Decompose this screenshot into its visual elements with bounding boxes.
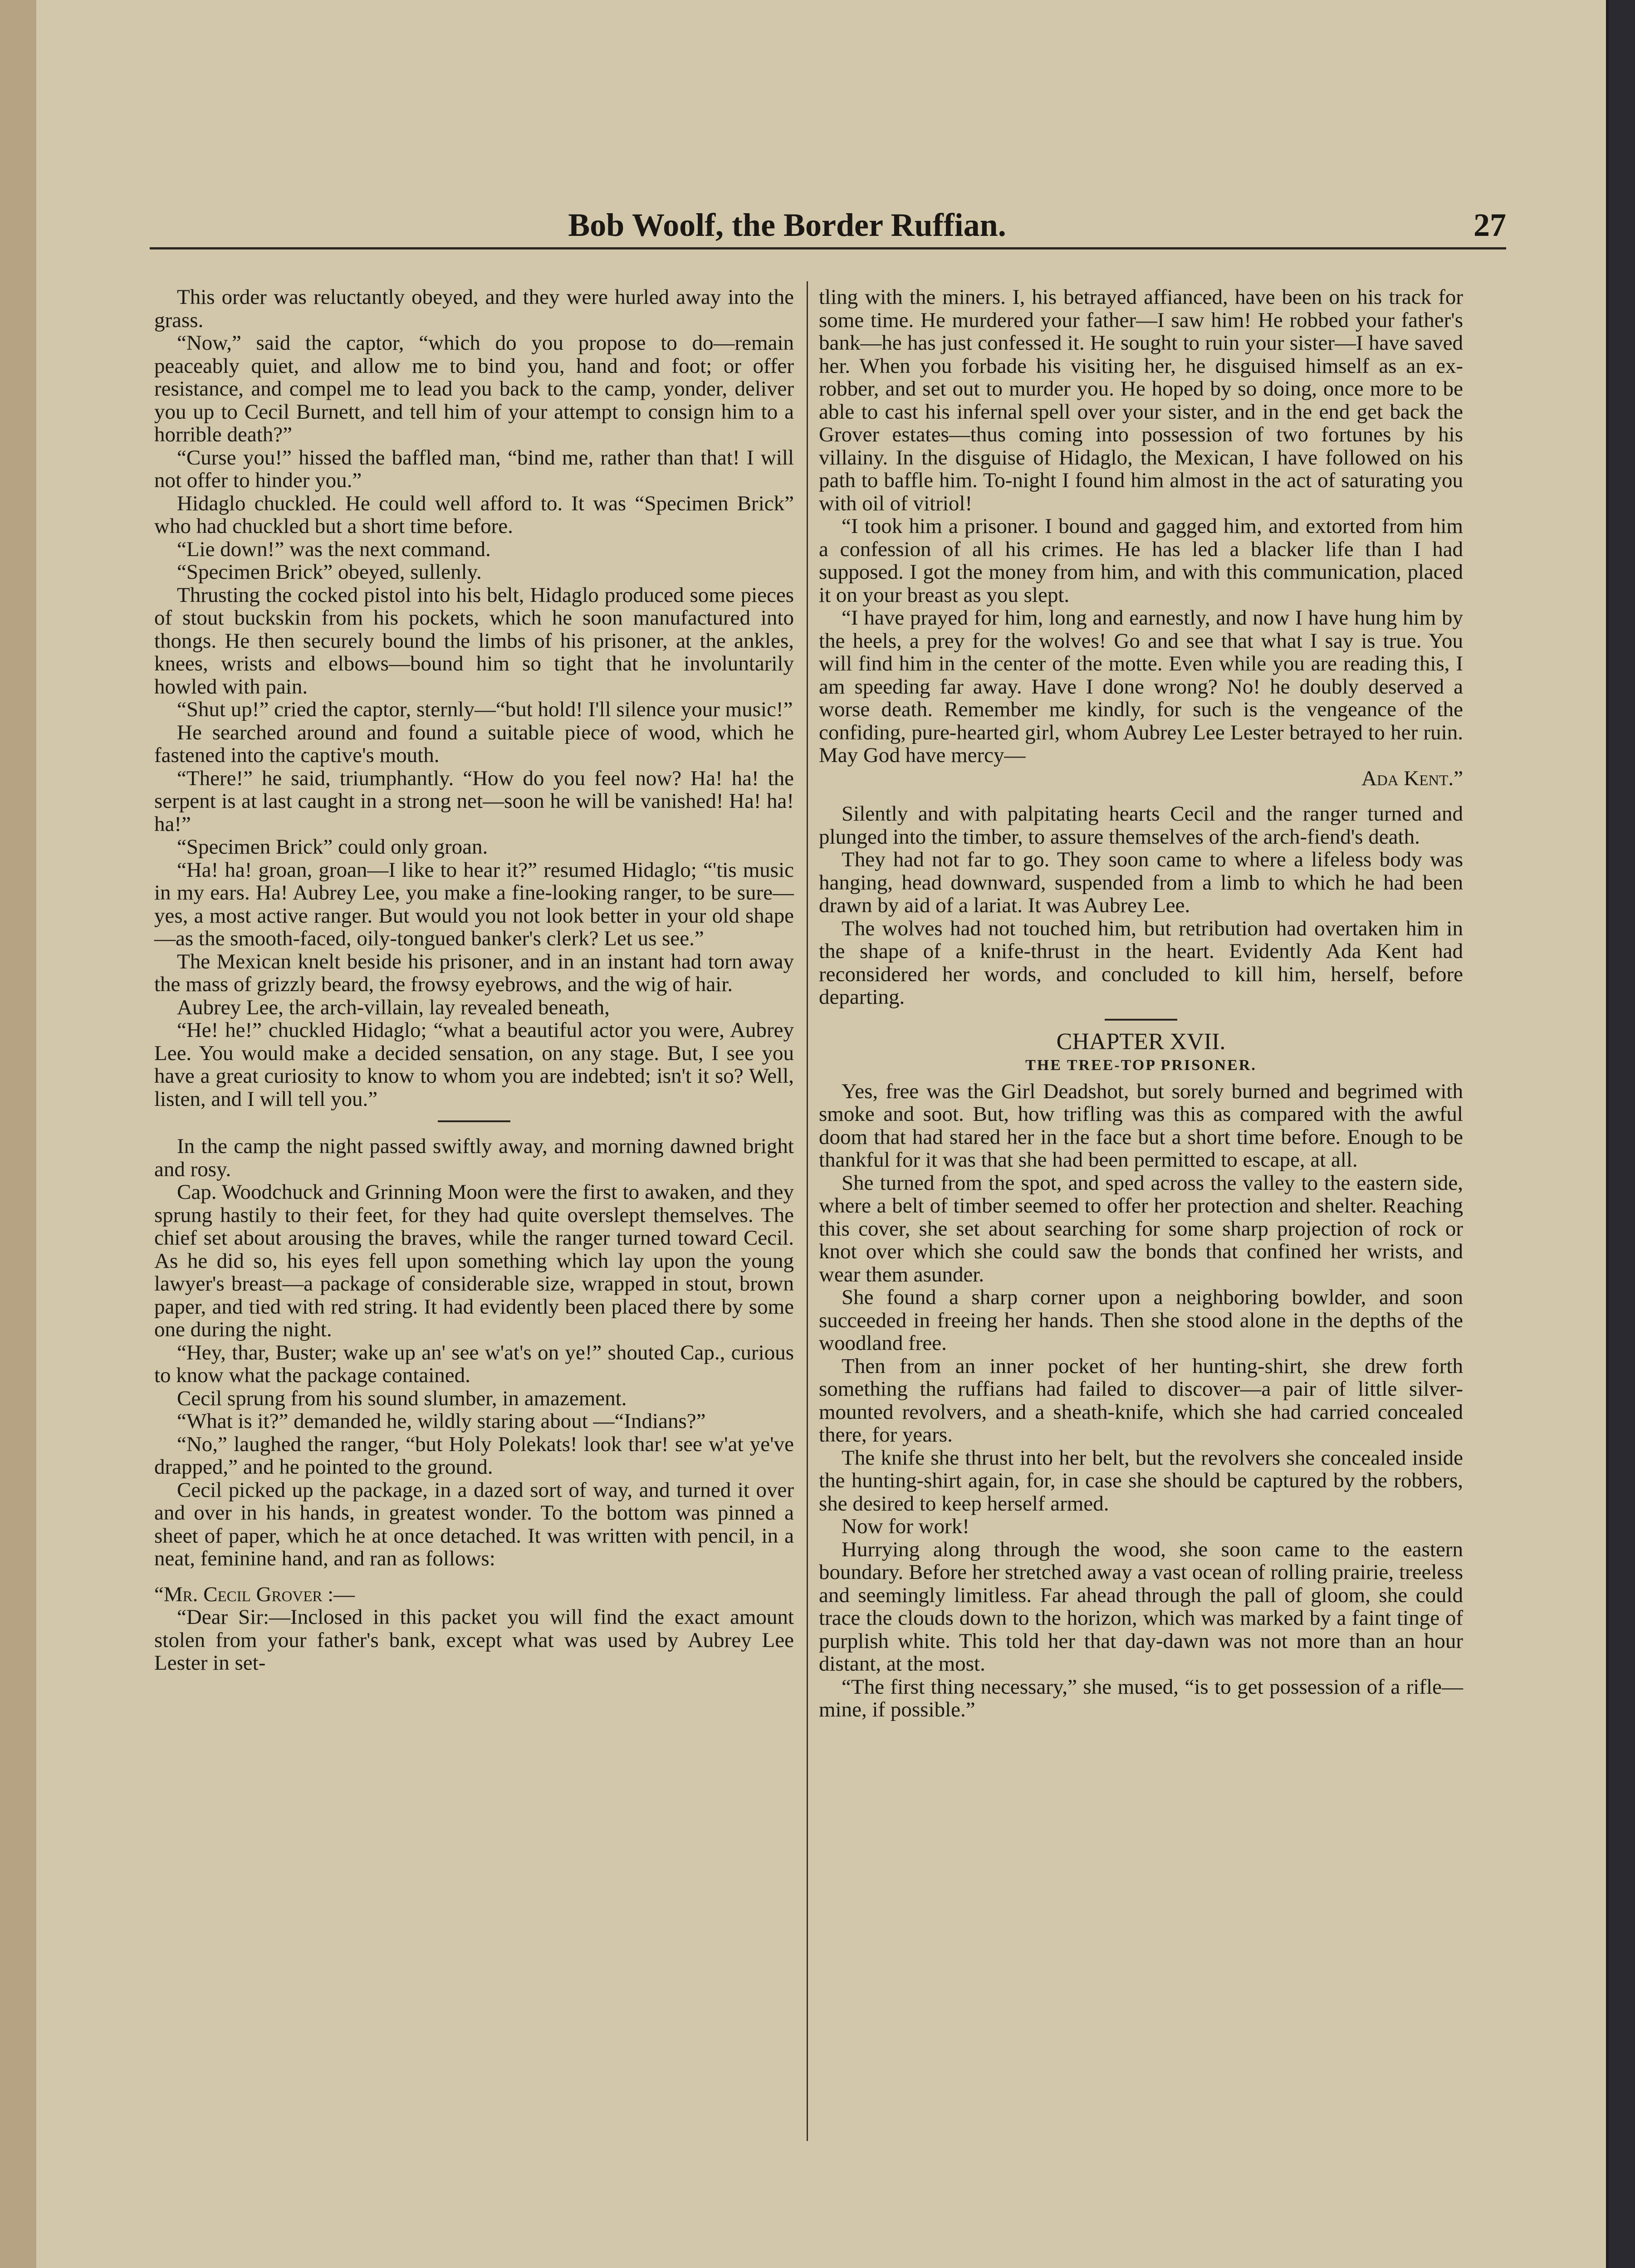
paragraph: Cecil sprung from his sound slumber, in amazement. xyxy=(177,1386,627,1410)
header-rule xyxy=(150,247,1506,249)
paragraph: Thrusting the cocked pistol into his belt, Hidaglo produced some pieces of stout buckskin from his pockets, which he soon manufactured into thongs. He then securely bound the limbs of his prisoner, at the ankles, knees, wrists and elbows—bound him so tight that he involuntarily howled with pain. xyxy=(154,583,794,699)
page-number: 27 xyxy=(1473,207,1506,243)
paragraph: tling with the miners. I, his betrayed affianced, have been on his track for some time. He murdered your father—I saw him! He robbed your father's bank—he has just confessed it. He sought to ruin your sister—I have saved her. When you forbade his visiting her, he disguised himself as an ex-robber, and set out to murder you. He hoped by so doing, once more to be able to cast his infernal spell over your sister, and in the end get back the Grover estates—thus coming into possession of two fortunes by his villainy. In the disguise of Hidaglo, the Mexican, I have followed on his path to baffle him. To-night I found him almost in the act of saturating you with oil of vitriol! xyxy=(819,285,1463,515)
paragraph: Cap. Woodchuck and Grinning Moon were the first to awaken, and they sprung hastily to their feet, for they had quite overslept themselves. The chief set about arousing the braves, while the ranger turned toward Cecil. As he did so, his eyes fell upon something which lay upon the young lawyer's breast—a package of considerable size, wrapped in stout, brown paper, and tied with red string. It had evidently been placed there by some one during the night. xyxy=(154,1180,794,1341)
paragraph: This order was reluctantly obeyed, and they were hurled away into the grass. xyxy=(154,285,794,332)
column-divider xyxy=(807,281,808,2141)
letter-salutation: “Mr. Cecil Grover :— xyxy=(154,1582,355,1606)
page-spine-edge xyxy=(0,0,36,2268)
paragraph: “There!” he said, triumphantly. “How do you feel now? Ha! ha! the serpent is at last caught in a strong net—soon he will be vanished! Ha! ha! ha!” xyxy=(154,766,794,836)
paragraph: Aubrey Lee, the arch-villain, lay revealed beneath, xyxy=(177,995,610,1019)
paragraph: “Ha! ha! groan, groan—I like to hear it?” resumed Hidaglo; “'tis music in my ears. Ha! Aubrey Lee, you make a fine-looking ranger, to be sure—yes, a most active ranger. But would you not look better in your old shape—as the smooth-faced, oily-tongued banker's clerk? Let us see.” xyxy=(154,858,794,950)
paragraph: She found a sharp corner upon a neighboring bowlder, and soon succeeded in freeing her hands. Then she stood alone in the depths of the woodland free. xyxy=(819,1286,1463,1355)
paragraph: Then from an inner pocket of her hunting-shirt, she drew forth something the ruffians had failed to discover—a pair of little silver-mounted revolvers, and a sheath-knife, which she had carried concealed there, for years. xyxy=(819,1354,1463,1447)
paragraph: Hidaglo chuckled. He could well afford to. It was “Specimen Brick” who had chuckled but a short time before. xyxy=(154,491,794,538)
paragraph: They had not far to go. They soon came to where a lifeless body was hanging, head downward, suspended from a limb to which he had been drawn by aid of a lariat. It was Aubrey Lee. xyxy=(819,848,1463,917)
paragraph: “Specimen Brick” could only groan. xyxy=(177,835,488,859)
paragraph: “No,” laughed the ranger, “but Holy Polekats! look thar! see w'at ye've drapped,” and he pointed to the ground. xyxy=(154,1432,794,1479)
paragraph: “The first thing necessary,” she mused, “is to get possession of a rifle—mine, if possible.” xyxy=(819,1675,1463,1721)
chapter-title: CHAPTER XVII. xyxy=(1056,1028,1226,1055)
paragraph: He searched around and found a suitable piece of wood, which he fastened into the captive's mouth. xyxy=(154,720,794,767)
paragraph: Yes, free was the Girl Deadshot, but sorely burned and begrimed with smoke and soot. But, how trifling was this as compared with the awful doom that had stared her in the face but a short time before. Enough to be thankful for it was that she had been permitted to escape, at all. xyxy=(819,1079,1463,1172)
paragraph: Now for work! xyxy=(842,1515,969,1538)
paragraph: Hurrying along through the wood, she soon came to the eastern boundary. Before her stretched away a vast ocean of rolling prairie, treeless and seemingly limitless. Far ahead through the pall of gloom, she could trace the clouds down to the horizon, which was marked by a faint tinge of purplish white. This told her that day-dawn was not more than an hour distant, at the most. xyxy=(819,1537,1463,1676)
section-separator xyxy=(1105,1019,1177,1021)
paragraph: “Shut up!” cried the captor, sternly—“but hold! I'll silence your music!” xyxy=(177,698,793,721)
letter-signature: Ada Kent.” xyxy=(1361,766,1463,790)
right-column xyxy=(819,286,1463,1721)
paragraph: “Hey, thar, Buster; wake up an' see w'at's on ye!” shouted Cap., curious to know what the package contained. xyxy=(154,1340,794,1387)
paragraph: Cecil picked up the package, in a dazed sort of way, and turned it over and over in his hands, in greatest wonder. To the bottom was pinned a sheet of paper, which he at once detached. It was written with pencil, in a neat, feminine hand, and ran as follows: xyxy=(154,1478,794,1570)
paragraph: “Lie down!” was the next command. xyxy=(177,537,491,561)
paragraph: “Dear Sir:—Inclosed in this packet you will find the exact amount stolen from your father's bank, except what was used by Aubrey Lee Lester in set- xyxy=(154,1605,794,1675)
paragraph: “Now,” said the captor, “which do you propose to do—remain peaceably quiet, and allow me to bind you, hand and foot; or offer resistance, and compel me to lead you back to the camp, yonder, deliver you up to Cecil Burnett, and tell him of your attempt to consign him to a horrible death?” xyxy=(154,331,794,446)
chapter-subtitle: THE TREE-TOP PRISONER. xyxy=(1025,1057,1257,1074)
paragraph: “I took him a prisoner. I bound and gagged him, and extorted from him a confession of all his crimes. He has led a blacker life than I had supposed. I got the money from him, and with this communication, placed it on your breast as you slept. xyxy=(819,514,1463,607)
paragraph: “Curse you!” hissed the baffled man, “bind me, rather than that! I will not offer to hinder you.” xyxy=(154,445,794,492)
paragraph: “He! he!” chuckled Hidaglo; “what a beautiful actor you were, Aubrey Lee. You would make a decided sensation, on any stage. But, I see you have a great curiosity to know to whom you are indebted; isn't it so? Well, listen, and I will tell you.” xyxy=(154,1018,794,1111)
paragraph: Silently and with palpitating hearts Cecil and the ranger turned and plunged into the timber, to assure themselves of the arch-fiend's death. xyxy=(819,802,1463,849)
running-title: Bob Woolf, the Border Ruffian. xyxy=(568,207,1006,243)
section-separator xyxy=(438,1120,510,1122)
paragraph: The knife she thrust into her belt, but the revolvers she concealed inside the hunting-shirt again, for, in case she should be captured by the robbers, she desired to keep herself armed. xyxy=(819,1446,1463,1515)
paragraph: The Mexican knelt beside his prisoner, and in an instant had torn away the mass of grizzly beard, the frowsy eyebrows, and the wig of hair. xyxy=(154,949,794,996)
paragraph: “I have prayed for him, long and earnestly, and now I have hung him by the heels, a prey for the wolves! Go and see that what I say is true. You will find him in the center of the motte. Even while you are reading this, I am speeding far away. Have I done wrong? No! he doubly deserved a worse death. Remember me kindly, for such is the vengeance of the confiding, pure-hearted girl, whom Aubrey Lee Lester betrayed to her ruin. May God have mercy— xyxy=(819,606,1463,767)
running-head xyxy=(68,206,1506,243)
paragraph: “Specimen Brick” obeyed, sullenly. xyxy=(177,560,482,584)
paragraph: In the camp the night passed swiftly away, and morning dawned bright and rosy. xyxy=(154,1134,794,1181)
paragraph: She turned from the spot, and sped across the valley to the eastern side, where a belt of timber seemed to offer her protection and shelter. Reaching this cover, she set about searching for some sharp projection of rock or knot over which she could saw the bonds that confined her wrists, and wear them asunder. xyxy=(819,1171,1463,1286)
paragraph: The wolves had not touched him, but retribution had overtaken him in the shape of a knife-thrust in the heart. Evidently Ada Kent had reconsidered her words, and concluded to kill him, herself, before departing. xyxy=(819,916,1463,1009)
left-column xyxy=(154,286,794,1675)
paragraph: “What is it?” demanded he, wildly staring about —“Indians?” xyxy=(177,1409,706,1433)
